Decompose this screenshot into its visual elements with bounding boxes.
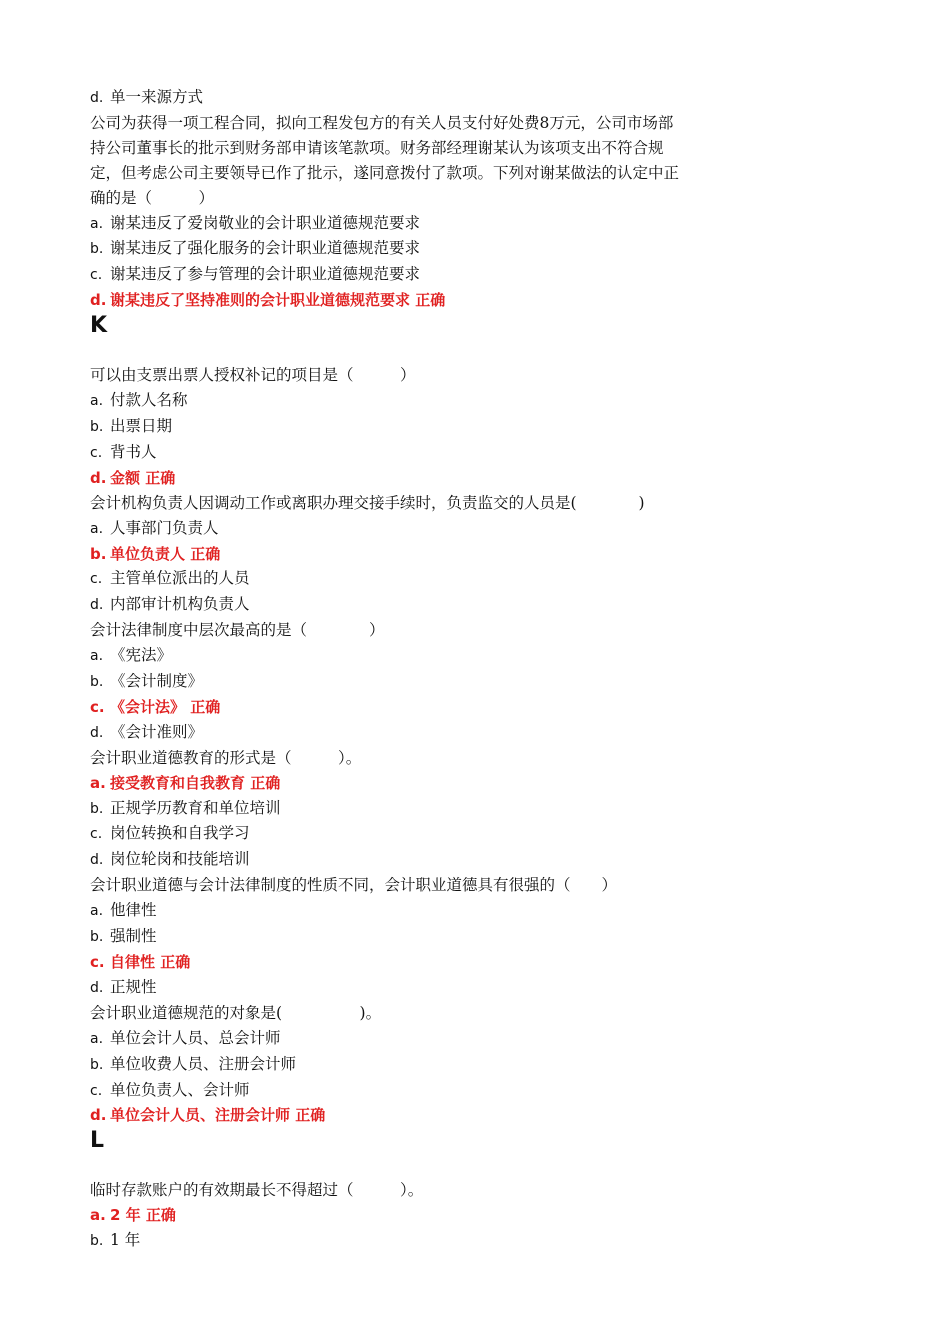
option-text: 单位会计人员、总会计师 xyxy=(110,1028,281,1047)
section-heading: K xyxy=(90,313,108,339)
section-heading: L xyxy=(90,1128,105,1154)
answer-option xyxy=(90,847,690,873)
question-text: 会计职业道德与会计法律制度的性质不同，会计职业道德具有很强的（ ） xyxy=(90,876,618,895)
option-text: 金额 正确 xyxy=(110,468,176,487)
option-text: 岗位轮岗和技能培训 xyxy=(110,850,250,869)
correct-answer-option xyxy=(90,771,690,796)
option-letter: d. xyxy=(90,291,107,310)
option-letter: a. xyxy=(90,1030,104,1047)
option-letter: a. xyxy=(90,520,104,537)
option-letter: a. xyxy=(90,648,104,665)
option-letter: c. xyxy=(90,571,103,588)
answer-option xyxy=(90,211,690,237)
option-text: 正规性 xyxy=(110,977,157,996)
option-letter: d. xyxy=(90,90,104,106)
option-text: 出票日期 xyxy=(110,416,173,435)
answer-option xyxy=(90,643,690,669)
option-letter: d. xyxy=(90,979,104,996)
answer-option xyxy=(90,821,690,847)
question-text: 会计职业道德规范的对象是( )。 xyxy=(90,1003,382,1022)
question-text: 会计职业道德教育的形式是（ ）。 xyxy=(90,748,362,767)
answer-option xyxy=(90,262,690,288)
answer-option xyxy=(90,85,690,111)
option-text: 《会计准则》 xyxy=(110,722,204,741)
option-letter: c. xyxy=(90,444,103,461)
option-letter: c. xyxy=(90,826,103,843)
answer-option xyxy=(90,414,690,440)
option-text: 《宪法》 xyxy=(110,646,173,665)
option-text: 《会计制度》 xyxy=(110,672,204,691)
option-letter: b. xyxy=(90,241,104,258)
answer-option xyxy=(90,975,690,1001)
option-text: 背书人 xyxy=(110,442,157,461)
option-text: 单位负责人、会计师 xyxy=(110,1080,250,1099)
option-text: 谢某违反了参与管理的会计职业道德规范要求 xyxy=(110,265,421,284)
option-letter: b. xyxy=(90,674,104,691)
option-text: 正规学历教育和单位培训 xyxy=(110,798,281,817)
option-text: 谢某违反了强化服务的会计职业道德规范要求 xyxy=(110,239,421,258)
option-letter: d. xyxy=(90,597,104,614)
option-text: 2 年 正确 xyxy=(110,1206,176,1225)
answer-option xyxy=(90,1026,690,1052)
option-letter: c. xyxy=(90,953,105,971)
option-letter: a. xyxy=(90,393,104,410)
answer-option xyxy=(90,592,690,618)
answer-option xyxy=(90,796,690,822)
answer-option xyxy=(90,1228,690,1254)
answer-option xyxy=(90,924,690,950)
option-text: 岗位转换和自我学习 xyxy=(110,824,250,843)
answer-option xyxy=(90,566,690,592)
option-text: 强制性 xyxy=(110,927,157,946)
answer-option xyxy=(90,898,690,924)
option-letter: d. xyxy=(90,1106,107,1125)
answer-option xyxy=(90,388,690,414)
option-text: 接受教育和自我教育 正确 xyxy=(110,773,281,792)
answer-option xyxy=(90,720,690,746)
option-letter: b. xyxy=(90,544,107,563)
option-letter: c. xyxy=(90,1082,103,1099)
document-page xyxy=(90,85,690,1254)
question-text: 会计法律制度中层次最高的是（ ） xyxy=(90,621,385,640)
answer-option xyxy=(90,440,690,466)
correct-answer-option xyxy=(90,1203,690,1228)
option-text: 付款人名称 xyxy=(110,391,188,410)
correct-answer-option xyxy=(90,695,690,720)
option-letter: a. xyxy=(90,1206,106,1225)
option-text: 谢某违反了坚持准则的会计职业道德规范要求 正确 xyxy=(110,291,446,310)
option-letter: a. xyxy=(90,773,106,792)
correct-answer-option xyxy=(90,1103,690,1128)
option-text: 人事部门负责人 xyxy=(110,518,219,537)
option-text: 谢某违反了爱岗敬业的会计职业道德规范要求 xyxy=(110,213,421,232)
option-letter: b. xyxy=(90,1233,104,1250)
answer-option xyxy=(90,236,690,262)
question-text: 可以由支票出票人授权补记的项目是（ ） xyxy=(90,366,416,385)
option-text: 他律性 xyxy=(110,901,157,920)
option-letter: d. xyxy=(90,852,104,869)
option-letter: b. xyxy=(90,418,104,435)
option-text: 《会计法》 正确 xyxy=(110,697,221,716)
answer-option xyxy=(90,516,690,542)
option-text: 单位负责人 正确 xyxy=(110,544,221,563)
option-text: 单位收费人员、注册会计师 xyxy=(110,1054,297,1073)
option-text: 单位会计人员、注册会计师 正确 xyxy=(110,1106,326,1125)
answer-option xyxy=(90,1052,690,1078)
answer-option xyxy=(90,669,690,695)
correct-answer-option xyxy=(90,466,690,491)
answer-option xyxy=(90,1078,690,1104)
option-letter: a. xyxy=(90,903,104,920)
option-letter: c. xyxy=(90,267,103,284)
option-letter: a. xyxy=(90,215,104,232)
option-letter: d. xyxy=(90,468,107,487)
option-text: 内部审计机构负责人 xyxy=(110,595,250,614)
option-letter: b. xyxy=(90,800,104,817)
question-text: 临时存款账户的有效期最长不得超过（ ）。 xyxy=(90,1181,424,1200)
option-letter: d. xyxy=(90,724,104,741)
question-text: 会计机构负责人因调动工作或离职办理交接手续时，负责监交的人员是( ) xyxy=(90,493,645,512)
option-text: 1 年 xyxy=(110,1231,141,1250)
question-text: 公司为获得一项工程合同，拟向工程发包方的有关人员支付好处费8万元，公司市场部持公司董事长的批示到财务部申请该笔款项。财务部经理谢某认为该项支出不符合规定，但考虑公司主要领导已作了批示，遂同意拨付了款项。下列对谢某做法的认定中正确的是（ ） xyxy=(90,113,680,207)
option-letter: c. xyxy=(90,697,105,716)
option-text: 自律性 正确 xyxy=(110,953,191,971)
option-letter: b. xyxy=(90,929,104,946)
correct-answer-option xyxy=(90,288,690,313)
correct-answer-option xyxy=(90,950,690,975)
option-text: 单一来源方式 xyxy=(110,88,204,106)
correct-answer-option xyxy=(90,542,690,567)
option-text: 主管单位派出的人员 xyxy=(110,569,250,588)
option-letter: b. xyxy=(90,1056,104,1073)
